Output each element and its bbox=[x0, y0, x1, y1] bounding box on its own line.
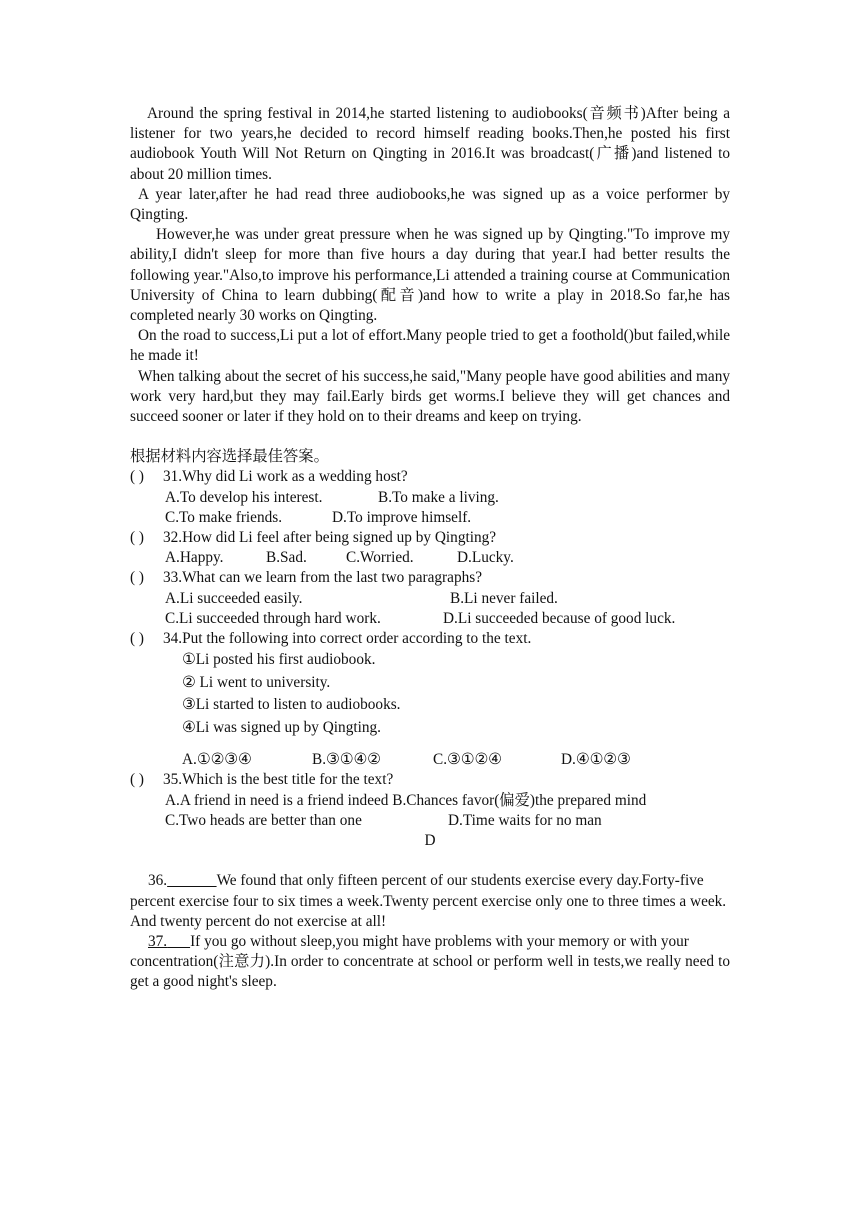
order-item-1: ①Li posted his first audiobook. bbox=[182, 651, 376, 669]
question-35 bbox=[130, 770, 730, 790]
option-d[interactable]: D.Li succeeded because of good luck. bbox=[443, 609, 676, 627]
order-item-2: ② Li went to university. bbox=[182, 673, 331, 691]
passage-paragraph-1: Around the spring festival in 2014,he started listening to audiobooks(音频书)After being a listener for two years,he decided to record himself reading books.Then,he posted his first audiobook Youth Will Not Return on Qingting in 2016.It was broadcast(广播)and listened to about 20 million times. bbox=[130, 105, 730, 183]
question-34 bbox=[130, 629, 730, 649]
option-b[interactable]: B.③①④② bbox=[312, 751, 381, 769]
question-32-options bbox=[130, 548, 730, 568]
instruction-text: 根据材料内容选择最佳答案。 bbox=[130, 448, 329, 466]
answer-blank[interactable]: ( ) bbox=[130, 529, 145, 547]
blank-36-input[interactable] bbox=[167, 872, 216, 889]
order-item-3: ③Li started to listen to audiobooks. bbox=[182, 696, 401, 714]
answer-blank[interactable]: ( ) bbox=[130, 771, 145, 789]
question-33 bbox=[130, 568, 730, 588]
question-stem: 33.What can we learn from the last two paragraphs? bbox=[163, 569, 482, 587]
passage-paragraph-5: When talking about the secret of his success,he said,"Many people have good abilities and many work very hard,but they may fail.Early birds get worms.I believe they will get chances and succeed sooner or later if they hold on to their dreams and keep on trying. bbox=[130, 367, 730, 426]
blank-36-line-3: And twenty percent do not exercise at all! bbox=[130, 912, 387, 930]
blank-37-line-2: concentration(注意力).In order to concentrate at school or perform well in tests,we really need to get a good night's sleep. bbox=[130, 953, 730, 991]
question-31-options-row-2 bbox=[130, 508, 730, 528]
option-d[interactable]: D.Lucky. bbox=[457, 549, 514, 567]
section-label: D bbox=[424, 832, 436, 850]
question-stem: 31.Why did Li work as a wedding host? bbox=[163, 468, 408, 486]
question-stem: 35.Which is the best title for the text? bbox=[163, 771, 394, 789]
blank-36-number: 36. bbox=[148, 872, 168, 890]
passage-paragraph-3: However,he was under great pressure when he was signed up by Qingting."To improve my ability,I didn't sleep for more than five hours a day during that year.I had better results the following year."Also,to improve his performance,Li attended a training course at Communication University of China to learn dubbing(配音)and how to write a play in 2018.So far,he has completed nearly 30 works on Qingting. bbox=[130, 226, 730, 325]
option-b[interactable]: B.Sad. bbox=[266, 549, 307, 567]
blank-37-text: If you go without sleep,you might have problems with your memory or with your bbox=[190, 932, 689, 950]
spacer bbox=[130, 851, 730, 871]
option-b[interactable]: B.Li never failed. bbox=[450, 589, 558, 607]
option-b[interactable]: B.To make a living. bbox=[378, 488, 499, 506]
answer-blank[interactable]: ( ) bbox=[130, 569, 145, 587]
spacer bbox=[130, 427, 730, 447]
blank-36-line-1 bbox=[130, 871, 730, 891]
option-a[interactable]: A.①②③④ bbox=[182, 751, 252, 769]
option-c[interactable]: C.To make friends. bbox=[165, 508, 283, 526]
question-32 bbox=[130, 528, 730, 548]
question-31-options-row-1 bbox=[130, 488, 730, 508]
question-31 bbox=[130, 467, 730, 487]
answer-blank[interactable]: ( ) bbox=[130, 468, 145, 486]
order-item-4: ④Li was signed up by Qingting. bbox=[182, 718, 381, 736]
option-c[interactable]: C.Li succeeded through hard work. bbox=[165, 609, 381, 627]
option-d[interactable]: D.Time waits for no man bbox=[448, 811, 602, 829]
answer-blank[interactable]: ( ) bbox=[130, 630, 145, 648]
option-a[interactable]: A.Happy. bbox=[165, 549, 224, 567]
option-a[interactable]: A.Li succeeded easily. bbox=[165, 589, 303, 607]
blank-36-line-2: percent exercise four to six times a week.Twenty percent exercise only one to three times a week. bbox=[130, 892, 727, 910]
question-stem: 32.How did Li feel after being signed up by Qingting? bbox=[163, 529, 497, 547]
blank-36-text: We found that only fifteen percent of our students exercise every day.Forty-five bbox=[216, 872, 704, 890]
question-33-options-row-2 bbox=[130, 609, 730, 629]
question-stem: 34.Put the following into correct order according to the text. bbox=[163, 630, 532, 648]
passage-paragraph-2: A year later,after he had read three audiobooks,he was signed up as a voice performer by Qingting. bbox=[130, 185, 730, 224]
option-c[interactable]: C.Worried. bbox=[346, 549, 414, 567]
option-d[interactable]: D.To improve himself. bbox=[332, 508, 472, 526]
question-35-options-row-2 bbox=[130, 811, 730, 831]
blank-37-line-1 bbox=[130, 932, 730, 952]
option-a[interactable]: A.To develop his interest. bbox=[165, 488, 323, 506]
blank-37-number: 37. bbox=[148, 932, 168, 950]
blank-37-input[interactable] bbox=[167, 933, 190, 950]
option-c[interactable]: C.③①②④ bbox=[433, 751, 502, 769]
question-34-options bbox=[130, 750, 730, 770]
passage-paragraph-4: On the road to success,Li put a lot of effort.Many people tried to get a foothold()but failed,while he made it! bbox=[130, 327, 730, 365]
option-d[interactable]: D.④①②③ bbox=[561, 751, 631, 769]
question-35-options-ab[interactable]: A.A friend in need is a friend indeed B.Chances favor(偏爱)the prepared mind bbox=[165, 791, 647, 809]
option-c[interactable]: C.Two heads are better than one bbox=[165, 811, 362, 829]
question-33-options-row-1 bbox=[130, 589, 730, 609]
